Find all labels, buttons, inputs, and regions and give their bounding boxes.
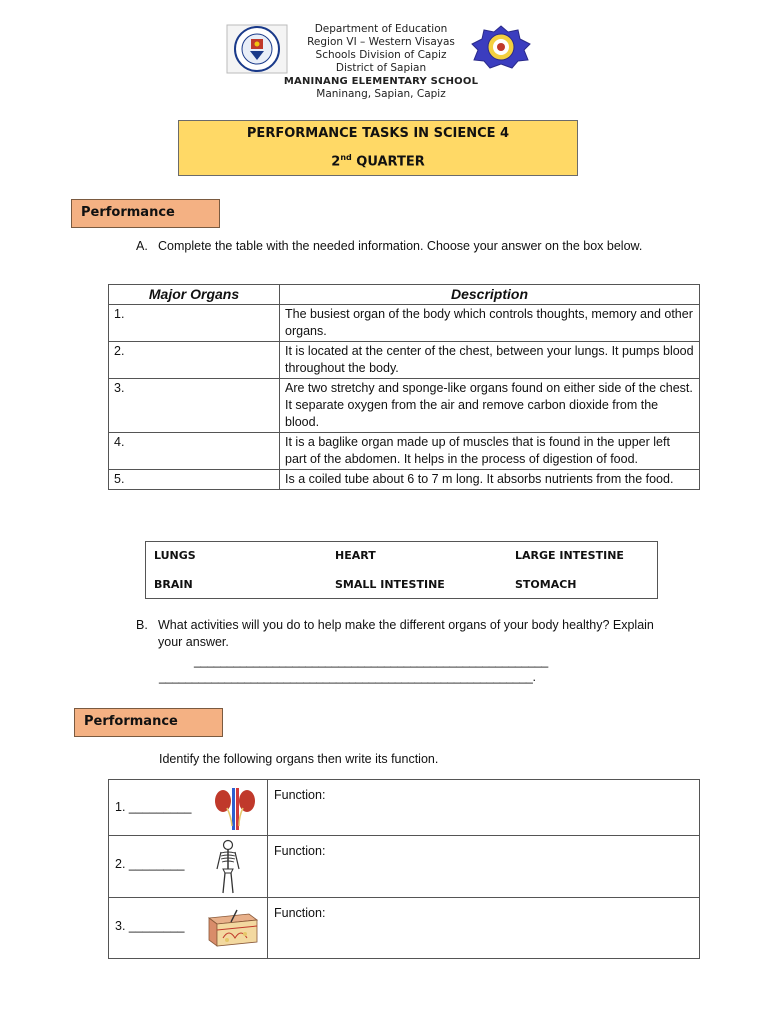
question-b: What activities will you do to help make the different organs of your body healthy? Explain your answer. [158,618,654,649]
description-cell: It is a baglike organ made up of muscles that is found in the upper left part of the abdomen. It helps in the process of digestion of food. [280,433,700,470]
organ-name-cell[interactable] [109,780,268,836]
word-choice: HEART [335,549,376,562]
description-cell: Are two stretchy and sponge-like organs found on either side of the chest. It separate oxygen from the air and remove carbon dioxide from the blood. [280,379,700,433]
organs-table [108,284,700,490]
table-row [109,342,700,379]
header-division: Schools Division of Capiz [315,49,447,61]
organ-blank[interactable]: 1. _________ [115,800,192,814]
column-header-major-organs: Major Organs [109,285,280,305]
instruction-identify: Identify the following organs then write its function. [159,752,439,766]
table-row [109,305,700,342]
word-choice: BRAIN [154,578,193,591]
description-cell: The busiest organ of the body which controls thoughts, memory and other organs. [280,305,700,342]
skin-icon [205,908,261,951]
table-row [109,898,700,959]
skeleton-icon [212,839,244,898]
function-cell[interactable]: Function: [268,780,700,836]
header-district: District of Sapian [335,62,427,74]
word-choice: LARGE INTESTINE [515,549,624,562]
header-region: Region VI – Western Visayas [307,36,455,48]
answer-line-1[interactable]: ______________________________________________________ [194,654,548,668]
table-row [109,780,700,836]
instruction-letter-a: A. [136,239,148,253]
function-cell[interactable]: Function: [268,836,700,898]
table-row [109,470,700,490]
table-row [109,836,700,898]
performance-label-2: Performance [74,708,223,737]
word-choice: LUNGS [154,549,196,562]
deped-seal-logo [226,24,288,74]
word-choice: SMALL INTESTINE [335,578,445,591]
table-header-row [109,285,700,305]
page-title: PERFORMANCE TASKS IN SCIENCE 4 [246,126,510,141]
answer-line-2[interactable]: _________________________________________________________. [159,670,536,684]
organ-answer-cell[interactable]: 2. [109,342,280,379]
title-box [178,120,578,176]
instruction-a: Complete the table with the needed information. Choose your answer on the box below. [158,239,643,253]
organ-answer-cell[interactable]: 4. [109,433,280,470]
column-header-description: Description [280,285,700,305]
organ-name-cell[interactable] [109,836,268,898]
organ-answer-cell[interactable]: 1. [109,305,280,342]
table-row [109,433,700,470]
organ-blank[interactable]: 3. ________ [115,919,185,933]
question-letter-b: B. [136,618,148,632]
description-cell: It is located at the center of the chest, between your lungs. It pumps blood throughout the body. [280,342,700,379]
word-choice: STOMACH [515,578,577,591]
organ-blank[interactable]: 2. ________ [115,857,185,871]
organ-name-cell[interactable] [109,898,268,959]
kidneys-icon [209,786,261,835]
school-logo [468,24,534,70]
organ-answer-cell[interactable]: 3. [109,379,280,433]
header-school: MANINANG ELEMENTARY SCHOOL [283,76,479,87]
header-address: Maninang, Sapian, Capiz [316,88,446,100]
organ-function-table [108,779,700,959]
function-cell[interactable]: Function: [268,898,700,959]
performance-label-1: Performance [71,199,220,228]
organ-answer-cell[interactable]: 5. [109,470,280,490]
answer-word-box [145,541,658,599]
description-cell: Is a coiled tube about 6 to 7 m long. It absorbs nutrients from the food. [280,470,700,490]
header-dept: Department of Education [314,23,448,35]
table-row [109,379,700,433]
quarter-title: 2nd QUARTER [331,153,425,170]
